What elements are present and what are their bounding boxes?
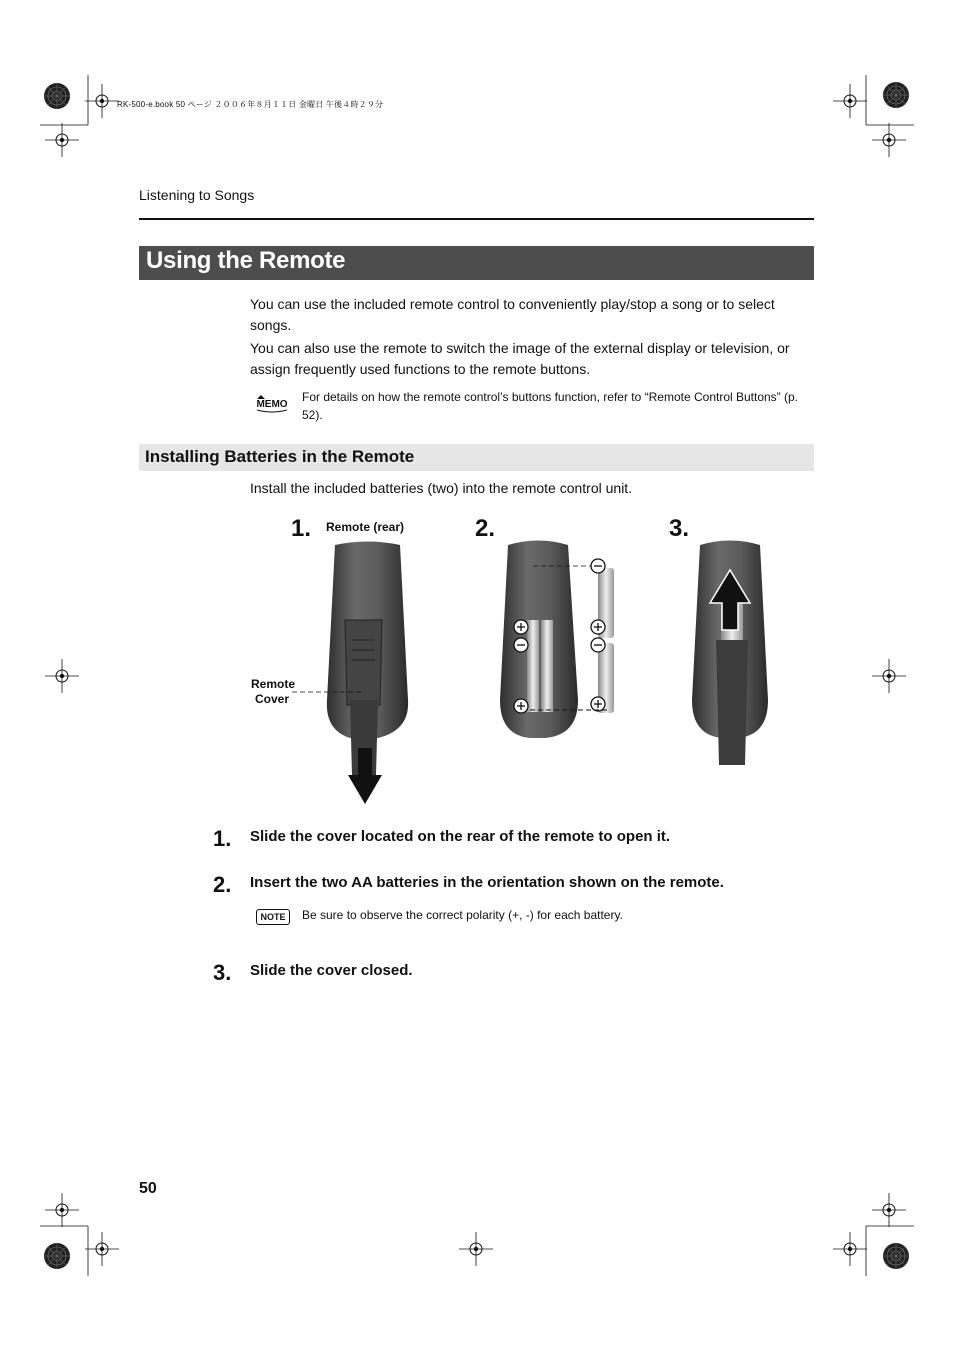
memo-text: For details on how the remote control’s buttons function, refer to “Remote Control Buttons” (p. 52). bbox=[302, 390, 799, 422]
step-1-number: 1. bbox=[213, 826, 232, 851]
remote-cover-label-line1: Remote bbox=[251, 677, 296, 691]
figure-step-label-1: 1. bbox=[291, 515, 312, 542]
figure-step-label-3: 3. bbox=[669, 515, 690, 542]
step-2-text: Insert the two AA batteries in the orientation shown on the remote. bbox=[250, 874, 724, 891]
step-3-number: 3. bbox=[213, 960, 232, 985]
intro-paragraph-2: You can also use the remote to switch the image of the external display or television, or assign frequently used functions to the remote buttons. bbox=[250, 340, 790, 377]
page-number: 50 bbox=[139, 1180, 157, 1197]
remote-1-image bbox=[327, 542, 408, 776]
step-1-text: Slide the cover located on the rear of the remote to open it. bbox=[250, 828, 671, 845]
remote-cover-label-line2: Cover bbox=[255, 692, 290, 706]
running-head: Listening to Songs bbox=[139, 187, 255, 203]
step-2-number: 2. bbox=[213, 872, 232, 897]
remote-rear-label: Remote (rear) bbox=[326, 520, 405, 534]
section-title: Using the Remote bbox=[146, 247, 346, 274]
figure-step-label-2: 2. bbox=[475, 515, 496, 542]
memo-icon-label: MEMO bbox=[256, 399, 288, 410]
note-icon: NOTE bbox=[256, 909, 290, 925]
step-3-text: Slide the cover closed. bbox=[250, 962, 413, 979]
note-text: Be sure to observe the correct polarity (+, -) for each battery. bbox=[302, 908, 623, 922]
file-header: RK-500-e.book 50 ページ ２００６年８月１１日 金曜日 午後４時２９分 bbox=[117, 100, 384, 109]
subsection-intro: Install the included batteries (two) into the remote control unit. bbox=[250, 480, 633, 496]
intro-paragraph-1: You can use the included remote control to conveniently play/stop a song or to select songs. bbox=[250, 296, 775, 333]
subsection-title: Installing Batteries in the Remote bbox=[145, 447, 415, 466]
